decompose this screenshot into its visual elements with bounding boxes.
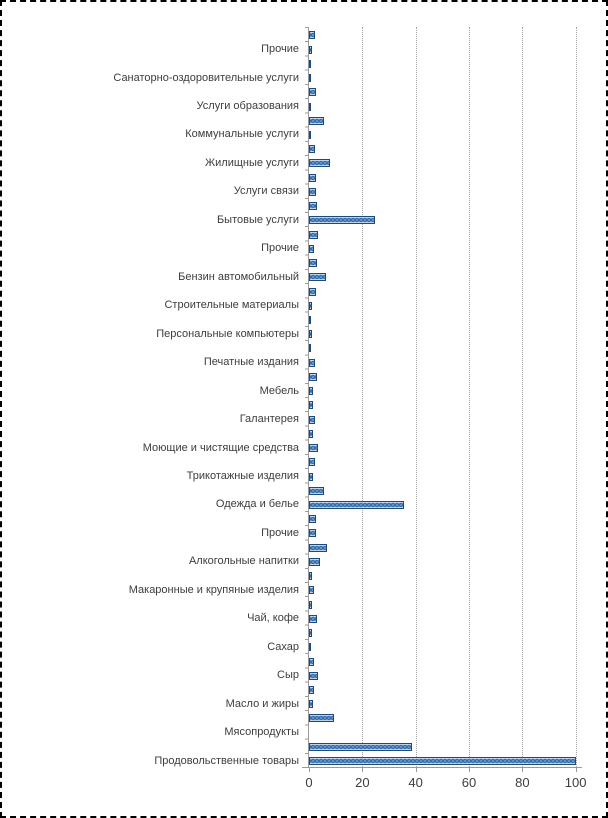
bar-upper: [309, 60, 311, 68]
bar-upper: [309, 601, 312, 609]
category-label: Строительные материалы: [164, 299, 299, 312]
category-label: Прочие: [261, 43, 299, 56]
category-label: Масло и жиры: [225, 697, 299, 710]
category-label: Коммунальные услуги: [185, 128, 299, 141]
bar-lower: [309, 103, 311, 111]
x-axis-line: [302, 767, 582, 768]
category-label: Мебель: [259, 384, 299, 397]
category-label: Галантерея: [239, 413, 299, 426]
bar-upper: [309, 316, 311, 324]
gridline: [522, 27, 523, 767]
bar-lower: [309, 273, 326, 281]
x-tick-label: 0: [305, 775, 313, 790]
y-axis-line: [308, 27, 309, 768]
category-label: Жилищные услуги: [204, 156, 299, 169]
gridline: [416, 27, 417, 767]
category-label: Трикотажные изделия: [186, 470, 299, 483]
bar-upper: [309, 145, 315, 153]
bar-lower: [309, 586, 314, 594]
bar-lower: [309, 74, 311, 82]
bar-upper: [309, 629, 312, 637]
bar-upper: [309, 401, 313, 409]
bar-lower: [309, 188, 316, 196]
category-label: Бензин автомобильный: [178, 270, 299, 283]
x-axis-tick: [362, 768, 363, 772]
bar-upper: [309, 487, 324, 495]
bar-lower: [309, 643, 311, 651]
bar-lower: [309, 131, 311, 139]
category-label: Прочие: [261, 526, 299, 539]
category-label: Прочие: [261, 242, 299, 255]
x-tick-label: 20: [355, 775, 370, 790]
bar-upper: [309, 259, 317, 267]
bar-upper: [309, 174, 316, 182]
category-label: Печатные издания: [203, 356, 299, 369]
bar-lower: [309, 672, 318, 680]
bar-lower: [309, 302, 312, 310]
bar-lower: [309, 473, 313, 481]
x-tick-label: 100: [564, 775, 587, 790]
bar-upper: [309, 231, 318, 239]
bar-lower: [309, 387, 313, 395]
bar-upper: [309, 544, 327, 552]
category-label: Санаторно-оздоровительные услуги: [113, 71, 299, 84]
x-axis-tick: [416, 768, 417, 772]
bar-upper: [309, 373, 317, 381]
bar-lower: [309, 529, 316, 537]
category-label: Сыр: [277, 669, 299, 682]
bar-lower: [309, 444, 318, 452]
bar-lower: [309, 416, 315, 424]
x-tick-label: 40: [408, 775, 423, 790]
category-label: Макаронные и крупяные изделия: [128, 583, 299, 596]
gridline: [362, 27, 363, 767]
x-tick-label: 80: [515, 775, 530, 790]
bar-upper: [309, 686, 314, 694]
x-axis-tick: [469, 768, 470, 772]
bar-upper: [309, 88, 316, 96]
x-tick-label: 60: [461, 775, 477, 790]
category-label: Персональные компьютеры: [156, 327, 299, 340]
category-label: Моющие и чистящие средства: [142, 441, 299, 454]
category-label: Сахар: [267, 640, 299, 653]
gridline: [469, 27, 470, 767]
bar-upper: [309, 117, 324, 125]
bar-lower: [309, 330, 312, 338]
bar-lower: [309, 216, 375, 224]
category-label: Услуги связи: [233, 185, 299, 198]
bar-lower: [309, 245, 314, 253]
category-label: Чай, кофе: [247, 612, 299, 625]
bar-lower: [309, 359, 315, 367]
bar-upper: [309, 344, 311, 352]
bar-upper: [309, 743, 412, 751]
bar-upper: [309, 430, 313, 438]
category-label: Одежда и белье: [215, 498, 299, 511]
bar-upper: [309, 31, 315, 39]
bar-lower: [309, 615, 317, 623]
gridline: [576, 27, 577, 767]
bar-upper: [309, 658, 314, 666]
x-axis-tick: [522, 768, 523, 772]
bar-upper: [309, 572, 312, 580]
x-axis-tick: [576, 768, 577, 772]
category-label: Мясопродукты: [224, 726, 299, 739]
plot-area: [309, 27, 576, 767]
category-label: Алкогольные напитки: [188, 555, 299, 568]
bar-lower: [309, 159, 330, 167]
bar-lower: [309, 558, 320, 566]
category-label: Бытовые услуги: [216, 213, 299, 226]
bar-upper: [309, 714, 334, 722]
bar-lower: [309, 501, 404, 509]
bar-upper: [309, 288, 316, 296]
bar-lower: [309, 757, 576, 765]
category-label: Продовольственные товары: [154, 754, 299, 767]
category-label: Услуги образования: [196, 100, 299, 113]
bar-lower: [309, 46, 312, 54]
bar-upper: [309, 202, 317, 210]
bar-lower: [309, 700, 313, 708]
bar-upper: [309, 515, 316, 523]
bar-upper: [309, 458, 315, 466]
x-axis-tick: [309, 768, 310, 772]
